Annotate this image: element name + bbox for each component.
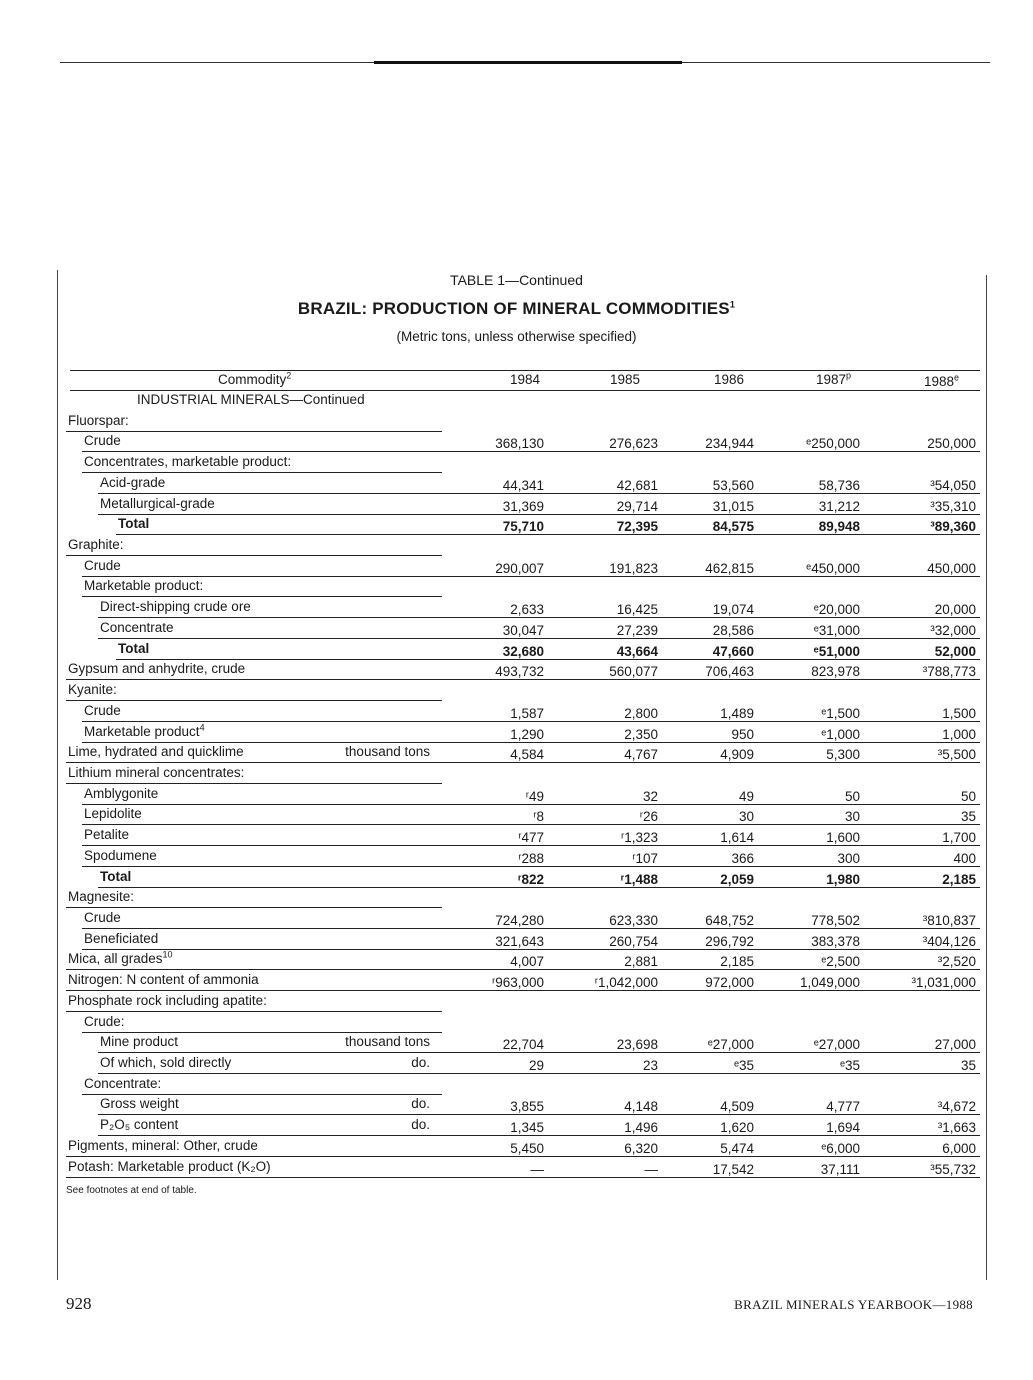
cell-value: 296,792: [705, 933, 754, 949]
table-label: TABLE 1—Continued: [450, 272, 583, 288]
row-label: [68, 1138, 258, 1153]
cell-value: 1,489: [720, 705, 754, 721]
cell-value: 1,614: [720, 830, 754, 846]
cell-value: 23,698: [616, 1037, 658, 1053]
cell-value: 2,185: [720, 954, 754, 970]
row-label: [84, 1076, 161, 1091]
header-1988-sup: e: [954, 372, 960, 383]
table-row: [62, 618, 980, 639]
cell-value: 724,280: [495, 913, 544, 928]
table-row: [62, 535, 980, 556]
row-unit: thousand tons: [345, 1034, 430, 1050]
row-label-footnote-mark: 10: [162, 949, 173, 960]
cell-value: 2,881: [624, 954, 658, 970]
cell-value: ³1,663: [937, 1120, 976, 1136]
table-row: [62, 597, 980, 618]
cell-value: ³2,520: [937, 954, 976, 970]
row-unit: do.: [411, 1096, 430, 1112]
table-row: [62, 411, 980, 432]
cell-value: 4,909: [720, 747, 754, 763]
cell-value: ᵉ6,000: [821, 1140, 860, 1156]
cell-value: 4,767: [624, 747, 658, 763]
header-1985: 1985: [610, 372, 641, 387]
table-row: [62, 867, 980, 888]
cell-value: 32,680: [502, 643, 544, 659]
cell-value: 84,575: [712, 519, 754, 535]
row-label: [84, 724, 205, 739]
cell-value: 1,587: [510, 705, 544, 721]
cell-value: 29: [528, 1058, 544, 1074]
row-label: [100, 599, 251, 614]
cell-value: 234,944: [705, 436, 754, 452]
row-unit: do.: [411, 1055, 430, 1071]
cell-value: ᵉ2,500: [821, 954, 860, 970]
table-subtitle: (Metric tons, unless otherwise specified): [396, 329, 637, 344]
header-commodity-text: Commodity: [218, 372, 287, 387]
row-label: [100, 1117, 178, 1132]
cell-value: ᵉ1,000: [821, 726, 860, 742]
cell-value: 1,000: [942, 726, 976, 742]
cell-value: 2,185: [942, 871, 976, 887]
cell-value: 44,341: [502, 477, 544, 493]
cell-value: ³54,050: [930, 477, 976, 493]
cell-value: 321,643: [495, 933, 544, 949]
cell-value: 23: [642, 1058, 658, 1074]
row-label-text: Crude: [84, 910, 121, 925]
header-1984: 1984: [510, 372, 541, 387]
row-label-text: Lepidolite: [84, 806, 142, 822]
row-label-text: Crude: [84, 702, 121, 718]
cell-value: 52,000: [934, 643, 976, 659]
row-label-text: Mica, all grades: [68, 951, 163, 967]
row-label: [100, 1096, 179, 1111]
table-row: [62, 514, 980, 535]
cell-value: 1,049,000: [799, 975, 860, 991]
cell-value: 42,681: [616, 477, 658, 493]
cell-value: ʳ477: [518, 830, 544, 846]
cell-value: 1,700: [942, 830, 976, 846]
cell-value: 20,000: [934, 602, 976, 618]
cell-value: ᵉ1,500: [821, 705, 860, 721]
cell-value: 366: [731, 850, 754, 866]
cell-value: 4,584: [510, 747, 544, 763]
cell-value: 5,450: [510, 1140, 544, 1156]
row-label: [68, 537, 124, 552]
cell-value: 6,000: [942, 1140, 976, 1156]
cell-value: 31,015: [712, 498, 754, 514]
row-label: [68, 972, 259, 987]
row-label: [84, 578, 203, 593]
cell-value: 75,710: [502, 519, 544, 535]
cell-value: 27,000: [934, 1037, 976, 1053]
left-margin-rule: [57, 270, 58, 1280]
table-row: [62, 701, 980, 722]
table-row: [62, 825, 980, 846]
row-unit: thousand tons: [345, 744, 430, 760]
cell-value: ʳ1,323: [620, 830, 658, 846]
table-row: [62, 494, 980, 515]
table-row: [62, 887, 980, 908]
cell-value: 1,980: [826, 871, 860, 887]
cell-value: ᵉ51,000: [813, 643, 860, 659]
row-label-text: Lithium mineral concentrates:: [68, 764, 245, 780]
cell-value: 368,130: [495, 436, 544, 452]
row-unit: do.: [411, 1117, 430, 1133]
cell-value: 648,752: [705, 913, 754, 928]
right-margin-rule: [986, 275, 987, 1280]
table-row: [62, 784, 980, 805]
row-label-text: Amblygonite: [84, 785, 159, 801]
cell-value: ᵉ35: [839, 1058, 860, 1074]
row-label-text: Acid-grade: [100, 474, 166, 490]
cell-value: 30: [738, 809, 754, 825]
header-1987: [816, 372, 851, 387]
cell-value: 1,290: [510, 726, 544, 742]
row-label: [68, 951, 173, 966]
row-label: [84, 454, 291, 469]
cell-value: 27,239: [616, 622, 658, 638]
cell-value: ʳ26: [639, 809, 658, 825]
running-footer: BRAZIL MINERALS YEARBOOK—1988: [734, 1297, 973, 1312]
cell-value: 2,059: [720, 871, 754, 887]
table-row: [62, 846, 980, 867]
row-label: [100, 475, 165, 490]
table-row: [62, 1053, 980, 1074]
table-row: [62, 722, 980, 743]
cell-value: 89,948: [818, 519, 860, 535]
cell-value: ᵉ450,000: [806, 560, 860, 576]
cell-value: 50: [960, 788, 976, 804]
cell-value: ³1,031,000: [911, 975, 976, 991]
row-label: [84, 1014, 125, 1029]
row-label-text: Total: [118, 640, 150, 656]
cell-value: 17,542: [712, 1161, 754, 1177]
cell-value: ʳ107: [632, 850, 658, 866]
cell-value: 6,320: [624, 1140, 658, 1156]
cell-value: ³32,000: [930, 622, 976, 638]
cell-value: ³35,310: [930, 498, 976, 514]
cell-value: 72,395: [616, 519, 658, 535]
cell-value: ³4,672: [937, 1099, 976, 1115]
cell-value: 4,148: [624, 1099, 658, 1115]
header-1988: [924, 374, 959, 389]
cell-value: 1,500: [942, 705, 976, 721]
cell-value: 43,664: [616, 643, 658, 659]
table-row: [62, 659, 980, 680]
row-label: [84, 848, 157, 863]
row-label: [84, 827, 129, 842]
cell-value: ³89,360: [930, 519, 976, 535]
row-label-text: Phosphate rock including apatite:: [68, 992, 267, 1008]
cell-value: 383,378: [811, 933, 860, 949]
cell-value: 560,077: [609, 664, 658, 680]
table-title: [0, 299, 1033, 319]
table-row: [62, 991, 980, 1012]
row-label-text: Potash: Marketable product (K₂O): [68, 1158, 271, 1174]
table-row: [62, 763, 980, 784]
cell-value: 53,560: [712, 477, 754, 493]
cell-value: 37,111: [820, 1161, 860, 1177]
row-label-text: Of which, sold directly: [100, 1055, 232, 1071]
table-row: [62, 908, 980, 929]
cell-value: 290,007: [495, 560, 544, 576]
title-footnote-mark: 1: [729, 299, 736, 310]
row-label-text: Petalite: [84, 827, 130, 843]
cell-value: 1,694: [826, 1120, 860, 1136]
table-row: [62, 452, 980, 473]
table-row: [62, 1012, 980, 1033]
table-row: [62, 949, 980, 970]
row-label: [84, 558, 121, 573]
table-row: [62, 970, 980, 991]
cell-value: ³810,837: [922, 913, 976, 928]
row-label: [68, 889, 134, 904]
cell-value: 35: [960, 1058, 976, 1074]
cell-value: 49: [738, 788, 754, 804]
cell-value: ʳ49: [525, 788, 544, 804]
cell-value: 450,000: [927, 560, 976, 576]
top-rule-accent: [374, 61, 682, 64]
header-1988-text: 1988: [924, 374, 955, 389]
cell-value: 462,815: [705, 560, 754, 576]
cell-value: ʳ1,488: [620, 871, 658, 887]
cell-value: 1,496: [624, 1120, 658, 1136]
table-row: [62, 1115, 980, 1136]
cell-value: 950: [731, 726, 754, 742]
cell-value: 30,047: [502, 622, 544, 638]
cell-value: 5,474: [720, 1140, 754, 1156]
row-label-text: P₂O₅ content: [100, 1117, 179, 1133]
row-label: [100, 1055, 231, 1070]
table-row: [62, 1157, 980, 1178]
row-label-text: Crude:: [84, 1013, 125, 1029]
row-rule: [66, 1177, 442, 1178]
cell-value: 1,600: [826, 830, 860, 846]
header-commodity: [218, 372, 291, 387]
cell-value: ᵉ31,000: [813, 622, 860, 638]
row-label-text: Marketable product:: [84, 578, 204, 594]
row-label-text: Gross weight: [100, 1096, 179, 1112]
cell-value: 22,704: [502, 1037, 544, 1053]
cell-value: ᵉ35: [733, 1058, 754, 1074]
row-label: [100, 869, 131, 884]
table-row: [62, 556, 980, 577]
row-label-text: Total: [118, 516, 150, 532]
row-label-text: INDUSTRIAL MINERALS—Continued: [137, 392, 365, 407]
cell-value: 30: [844, 809, 860, 825]
row-label-text: Fluorspar:: [68, 412, 129, 428]
row-label-text: Concentrate:: [84, 1075, 162, 1091]
cell-value: 623,330: [609, 913, 658, 928]
row-label-text: Nitrogen: N content of ammonia: [68, 972, 259, 988]
row-label: [84, 433, 121, 448]
cell-value: 31,369: [502, 498, 544, 514]
row-label: [100, 620, 174, 635]
row-label: [68, 744, 244, 759]
row-label-text: Crude: [84, 433, 121, 449]
table-row: [62, 639, 980, 660]
cell-value: ᵉ27,000: [813, 1037, 860, 1053]
cell-value: 4,509: [720, 1099, 754, 1115]
table-row: [62, 680, 980, 701]
row-label: [68, 765, 244, 780]
table-row: [62, 431, 980, 452]
row-label-text: Lime, hydrated and quicklime: [68, 744, 244, 760]
cell-value: ʳ963,000: [491, 975, 544, 991]
row-label-text: Marketable product: [84, 723, 200, 739]
row-label-text: Pigments, mineral: Other, crude: [68, 1137, 258, 1153]
row-label-text: Concentrate: [100, 619, 174, 635]
cell-value: ³404,126: [922, 933, 976, 949]
table-row: [62, 1136, 980, 1157]
row-label: [84, 806, 142, 821]
cell-value: 1,620: [720, 1120, 754, 1136]
row-label: [118, 641, 149, 656]
row-label: [84, 786, 158, 801]
table-row: [62, 390, 980, 411]
cell-value: ʳ8: [533, 809, 544, 825]
row-label: [84, 703, 121, 718]
cell-value: 2,800: [624, 705, 658, 721]
cell-value: 5,300: [826, 747, 860, 763]
row-label: [68, 661, 245, 676]
cell-value: 28,586: [712, 622, 754, 638]
row-label-text: Metallurgical-grade: [100, 495, 215, 511]
row-label: [68, 413, 129, 428]
cell-value: ³55,732: [930, 1161, 976, 1177]
cell-value: 58,736: [818, 477, 860, 493]
cell-value: 3,855: [510, 1099, 544, 1115]
cell-value: —: [530, 1161, 544, 1177]
row-label-text: Total: [100, 868, 132, 884]
table-row: [62, 473, 980, 494]
row-label-text: Kyanite:: [68, 682, 117, 698]
row-label-text: Gypsum and anhydrite, crude: [68, 661, 246, 677]
cell-value: 260,754: [609, 933, 658, 949]
cell-value: 823,978: [811, 664, 860, 680]
cell-value: 4,007: [510, 954, 544, 970]
footnote-reference: See footnotes at end of table.: [66, 1185, 197, 1196]
cell-value: 1,345: [510, 1120, 544, 1136]
table-row: [62, 742, 980, 763]
table-row: [62, 1094, 980, 1115]
cell-value: 778,502: [811, 913, 860, 928]
row-label: [68, 993, 267, 1008]
cell-value: 276,623: [609, 436, 658, 452]
row-label-text: Graphite:: [68, 537, 124, 553]
cell-value: 35: [960, 809, 976, 825]
page-number: 928: [66, 1294, 92, 1313]
cell-value: ʳ288: [518, 850, 544, 866]
cell-value: 400: [953, 850, 976, 866]
cell-value: 47,660: [712, 643, 754, 659]
row-label: [68, 1159, 271, 1174]
row-label-text: Crude: [84, 557, 121, 573]
row-label: [84, 910, 121, 925]
cell-value: 50: [844, 788, 860, 804]
table-row: [62, 1074, 980, 1095]
cell-value: ³788,773: [922, 664, 976, 680]
cell-value: 29,714: [616, 498, 658, 514]
cell-value: 16,425: [616, 602, 658, 618]
row-value-rule: [442, 1177, 980, 1178]
cell-value: 2,350: [624, 726, 658, 742]
row-label-text: Magnesite:: [68, 889, 135, 905]
row-label-text: Concentrates, marketable product:: [84, 454, 292, 470]
row-label: [118, 516, 149, 531]
row-label: [137, 392, 365, 407]
row-label-text: Mine product: [100, 1034, 179, 1050]
cell-value: 19,074: [712, 602, 754, 618]
cell-value: 972,000: [705, 975, 754, 991]
header-commodity-sup: 2: [286, 370, 292, 381]
cell-value: 493,732: [495, 664, 544, 680]
table-row: [62, 576, 980, 597]
cell-value: 300: [837, 850, 860, 866]
row-label: [100, 496, 215, 511]
table-row: [62, 1032, 980, 1053]
row-label: [100, 1034, 178, 1049]
cell-value: ᵉ27,000: [707, 1037, 754, 1053]
row-label-footnote-mark: 4: [199, 722, 205, 733]
header-1986: 1986: [714, 372, 745, 387]
cell-value: —: [644, 1161, 658, 1177]
cell-value: 2,633: [510, 602, 544, 618]
cell-value: 191,823: [609, 560, 658, 576]
header-1987-sup: p: [846, 370, 852, 381]
table-row: [62, 804, 980, 825]
cell-value: ʳ1,042,000: [594, 975, 658, 991]
cell-value: ᵉ250,000: [806, 436, 860, 452]
header-1987-text: 1987: [816, 372, 847, 387]
cell-value: ³5,500: [937, 747, 976, 763]
row-label: [84, 931, 158, 946]
cell-value: 250,000: [927, 436, 976, 452]
row-label-text: Beneficiated: [84, 930, 159, 946]
cell-value: 4,777: [826, 1099, 860, 1115]
row-label-text: Spodumene: [84, 847, 157, 863]
cell-value: ᵉ20,000: [813, 602, 860, 618]
table-title-text: BRAZIL: PRODUCTION OF MINERAL COMMODITIES: [297, 299, 730, 318]
cell-value: 32: [642, 788, 658, 804]
cell-value: 706,463: [705, 664, 754, 680]
cell-value: 31,212: [818, 498, 860, 514]
cell-value: ʳ822: [518, 871, 544, 887]
table-row: [62, 929, 980, 950]
row-label: [68, 682, 117, 697]
row-label-text: Direct-shipping crude ore: [100, 599, 251, 615]
